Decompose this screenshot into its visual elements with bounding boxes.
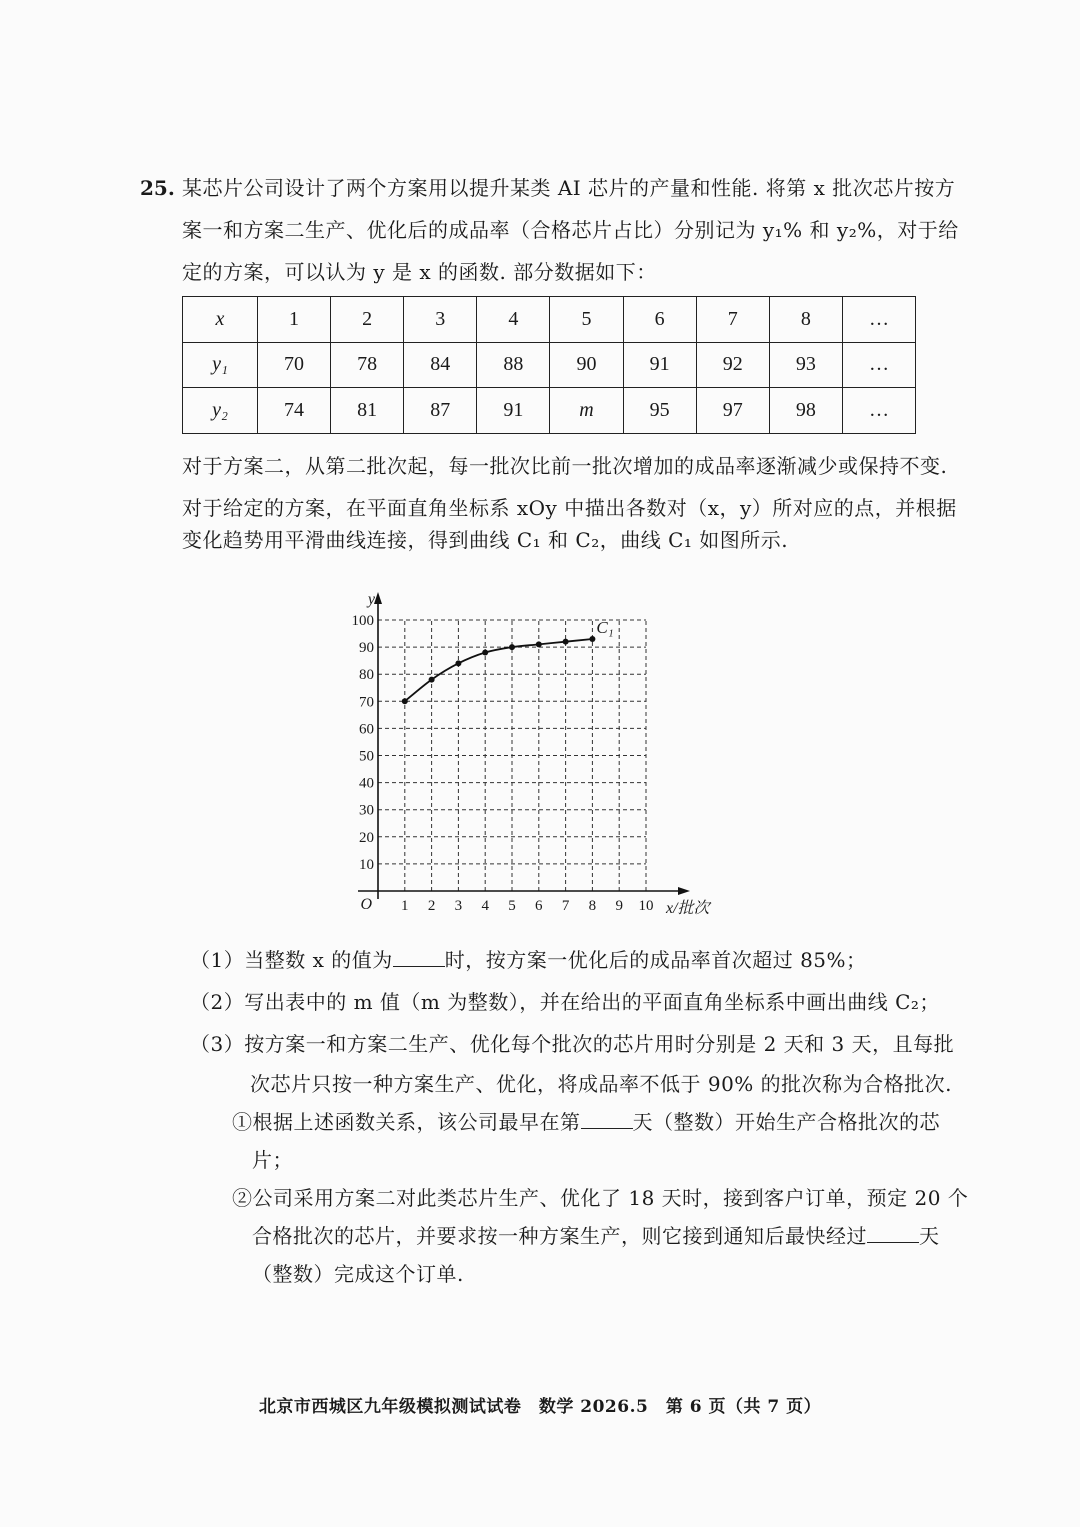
after-table-line-1: 对于方案二，从第二批次起，每一批次比前一批次增加的成品率逐渐减少或保持不变.: [182, 454, 948, 478]
answer-blank-1[interactable]: [393, 946, 445, 967]
origin-label: O: [360, 896, 372, 913]
data-point: [429, 677, 435, 683]
x-tick-label: 3: [454, 898, 463, 914]
answer-blank-3[interactable]: [867, 1222, 919, 1243]
table-cell: 88: [477, 342, 550, 388]
table-cell: 5: [550, 297, 623, 343]
table-cell: …: [842, 342, 915, 388]
table-cell: 93: [769, 342, 842, 388]
table-cell: 70: [258, 342, 331, 388]
y-tick-label: 100: [351, 613, 374, 629]
sub-1-text-a: ①根据上述函数关系，该公司最早在第: [232, 1110, 581, 1134]
data-point: [536, 641, 542, 647]
table-cell: 90: [550, 342, 623, 388]
data-point: [482, 650, 488, 656]
x-tick-label: 2: [427, 898, 436, 914]
y-axis-arrow: [374, 592, 382, 604]
part-1-text-a: （1）当整数 x 的值为: [190, 948, 393, 972]
y-tick-label: 90: [359, 640, 374, 657]
part-1: [190, 946, 867, 974]
table-cell: 2: [331, 297, 404, 343]
table-cell: 84: [404, 342, 477, 388]
intro-line-3: 定的方案，可以认为 y 是 x 的函数. 部分数据如下：: [182, 260, 657, 284]
y-tick-label: 80: [359, 667, 374, 684]
table-cell: 1: [258, 297, 331, 343]
sub-2-line-3: （整数）完成这个订单.: [252, 1262, 464, 1286]
sub-2-line-1: ②公司采用方案二对此类芯片生产、优化了 18 天时，接到客户订单，预定 20 个: [232, 1186, 969, 1210]
intro-line-1: 某芯片公司设计了两个方案用以提升某类 AI 芯片的产量和性能. 将第 x 批次芯片按方: [182, 176, 956, 200]
data-table: [182, 296, 916, 434]
table-cell: m: [550, 388, 623, 434]
table-row-label: x: [183, 297, 258, 343]
y-tick-label: 20: [359, 829, 374, 846]
x-tick-label: 4: [481, 898, 489, 914]
answer-blank-2[interactable]: [581, 1108, 633, 1129]
table-row-x: [183, 297, 916, 343]
data-point: [402, 698, 408, 704]
table-row-y2: [183, 388, 916, 434]
data-point: [589, 636, 595, 642]
table-row-label: y₂: [183, 388, 258, 434]
y-tick-label: 30: [359, 802, 374, 819]
part-3-line-2: 次芯片只按一种方案生产、优化，将成品率不低于 90% 的批次称为合格批次.: [250, 1072, 953, 1096]
table-cell: 4: [477, 297, 550, 343]
table-cell: 6: [623, 297, 696, 343]
question-number: 25.: [140, 176, 175, 200]
table-cell: 78: [331, 342, 404, 388]
table-cell: 3: [404, 297, 477, 343]
curve-label: C₁: [596, 617, 614, 637]
sub-2-text-b: 天: [919, 1224, 940, 1248]
y-tick-label: 50: [359, 748, 374, 765]
x-tick-label: 10: [638, 898, 654, 914]
table-row-label: y₁: [183, 342, 258, 388]
x-tick-label: 6: [535, 898, 543, 914]
after-table-line-3: 变化趋势用平滑曲线连接，得到曲线 C₁ 和 C₂，曲线 C₁ 如图所示.: [182, 528, 789, 552]
y-tick-label: 40: [359, 775, 374, 792]
part-3-line-1: （3）按方案一和方案二生产、优化每个批次的芯片用时分别是 2 天和 3 天，且每批: [190, 1032, 955, 1056]
coordinate-chart: [330, 588, 730, 928]
sub-1-text-b: 天（整数）开始生产合格批次的芯: [632, 1110, 940, 1134]
y-tick-label: 70: [359, 694, 374, 711]
sub-1-line-2: 片；: [252, 1148, 293, 1172]
y-axis-label: y: [367, 591, 375, 608]
curve-c1: [405, 639, 593, 701]
page-footer: 北京市西城区九年级模拟测试试卷 数学 2026.5 第 6 页（共 7 页）: [258, 1397, 822, 1417]
table-cell: 91: [477, 388, 550, 434]
sub-2-text-a: 合格批次的芯片，并要求按一种方案生产，则它接到通知后最快经过: [252, 1224, 867, 1248]
part-1-text-b: 时，按方案一优化后的成品率首次超过 85%；: [444, 948, 867, 972]
table-cell: 81: [331, 388, 404, 434]
sub-2-line-2: [252, 1222, 940, 1250]
y-tick-label: 60: [359, 721, 374, 738]
table-cell: 98: [769, 388, 842, 434]
sub-question-1: [232, 1108, 940, 1136]
table-cell: 97: [696, 388, 769, 434]
x-axis-arrow: [678, 887, 690, 895]
table-cell: 74: [258, 388, 331, 434]
table-cell: …: [842, 297, 915, 343]
data-point: [563, 639, 569, 645]
x-tick-label: 8: [588, 898, 597, 914]
table-cell: 87: [404, 388, 477, 434]
table-cell: 8: [769, 297, 842, 343]
intro-line-2: 案一和方案二生产、优化后的成品率（合格芯片占比）分别记为 y₁% 和 y₂%，对于给: [182, 218, 959, 242]
part-2: （2）写出表中的 m 值（m 为整数），并在给出的平面直角坐标系中画出曲线 C₂；: [190, 990, 940, 1014]
table-cell: 95: [623, 388, 696, 434]
data-point: [455, 660, 461, 666]
x-axis-label: x/批次: [666, 900, 710, 917]
y-tick-label: 10: [359, 856, 374, 873]
table-row-y1: [183, 342, 916, 388]
x-tick-label: 1: [401, 898, 409, 914]
after-table-line-2: 对于给定的方案，在平面直角坐标系 xOy 中描出各数对（x，y）所对应的点，并根据: [182, 496, 957, 520]
table-cell: 91: [623, 342, 696, 388]
x-tick-label: 7: [561, 898, 570, 914]
table-cell: 7: [696, 297, 769, 343]
x-tick-label: 9: [615, 898, 623, 914]
data-point: [509, 644, 515, 650]
table-cell: 92: [696, 342, 769, 388]
table-cell: …: [842, 388, 915, 434]
x-tick-label: 5: [508, 898, 516, 914]
